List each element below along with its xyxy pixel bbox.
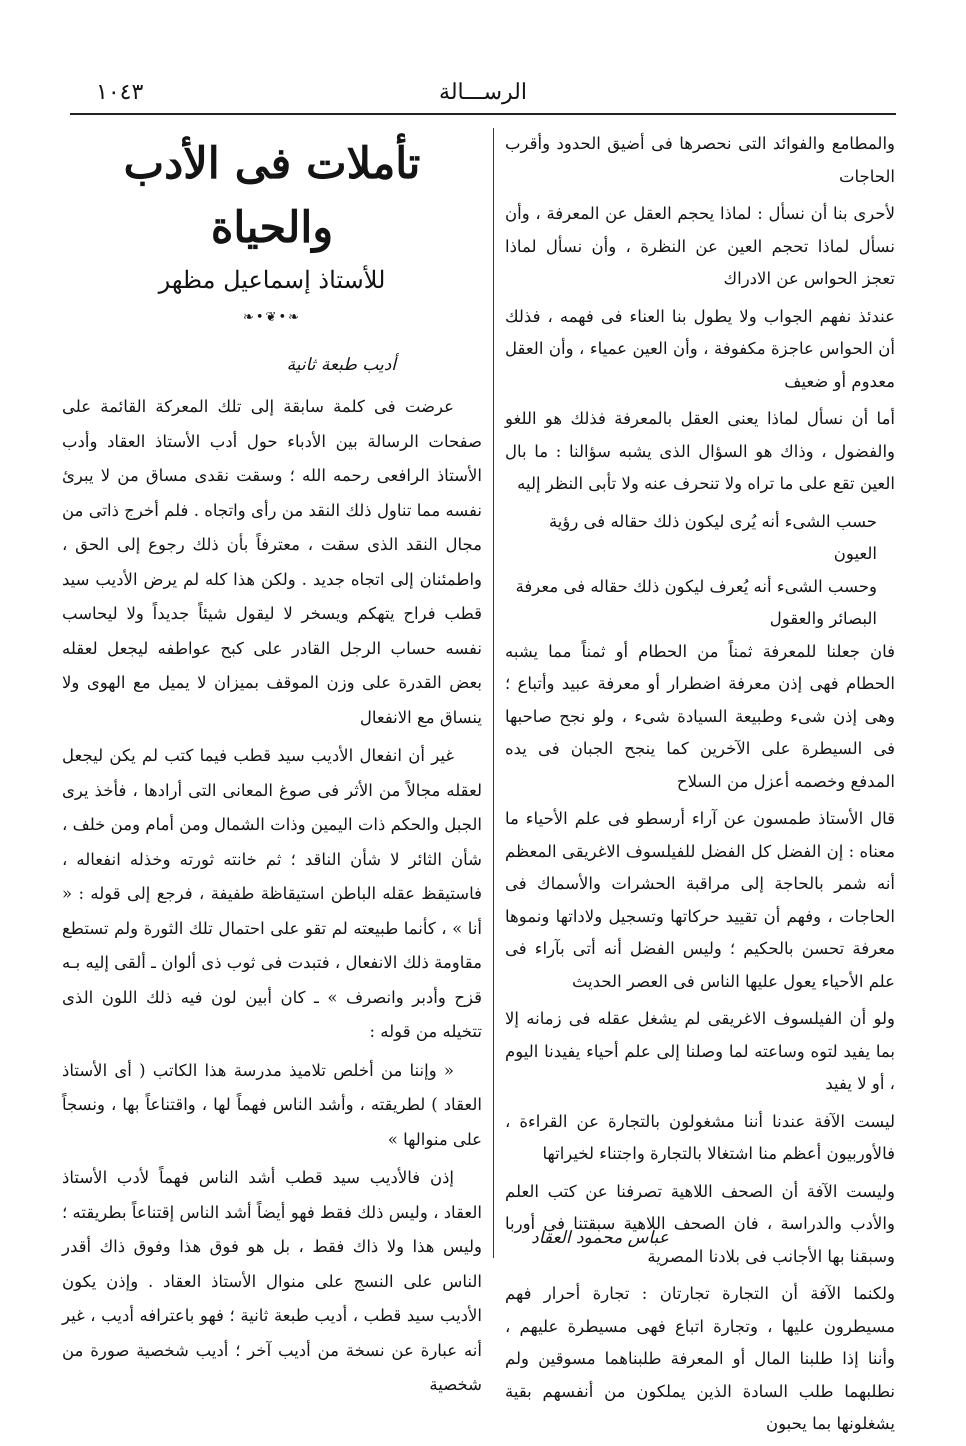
paragraph: قال الأستاذ طمسون عن آراء أرسطو فى علم الأحياء ما معناه : إن الفضل كل الفضل للفيلسوف الاغريقى المعظم أنه شمر بالحاجة إلى مراقبة الحشرات والأسماك فى الحاجات ، وفهم أن تقييد حركاتها وتسجيل ولاداتها ونموها معرفة تحسن بالحكيم ؛ وليس الفضل أنه أتى بآراء فى علم الأحياء يعول عليها الناس فى العصر الحديث bbox=[505, 809, 895, 991]
paragraph: إذن فالأديب سيد قطب أشد الناس فهماً لأدب الأستاذ العقاد ، وليس ذلك فقط فهو أيضاً أشد الناس إقتناعاً بطريقته ؛ وليس هذا ولا ذاك فقط ، بل هو فوق هذا وفوق ذاك أقدر الناس على النسج على منوال الأستاذ العقاد . وإذن يكون الأديب سيد قطب ، أديب طبعة ثانية ؛ فهو باعترافه أديب ، غير أنه عبارة عن نسخة من أديب آخر ؛ أديب شخصية صورة من شخصية bbox=[62, 1168, 482, 1394]
author-signature: عباس محمود العقاد bbox=[531, 1228, 669, 1248]
quotation: « وإننا من أخلص تلاميذ مدرسة هذا الكاتب ( أى الأستاذ العقاد ) لطريقته ، وأشد الناس فهماً لها ، واقتناعاً بها ، ونسجاً على منوالها » bbox=[62, 1060, 482, 1149]
paragraph: عرضت فى كلمة سابقة إلى تلك المعركة القائمة على صفحات الرسالة بين الأدباء حول أدب الأستاذ العقاد وأدب الأستاذ الرافعى رحمه الله ؛ وسقت نقدى مساق من لا يبرئ نفسه مما تناول ذلك النقد من رأى واتجاه . فلم أخرج ذاتى من مجال النقد الذى سقت ، معترفاً بأن ذلك رجوع إلى الحق ، واطمئنان إلى اتجاه جديد . ولكن هذا كله لم يرض الأديب سيد قطب فراح يتهكم ويسخر لا ليقول شيئاً جديداً ولا ليحاسب نفسه حساب الرجل القادر على كبح عواطفه ليجعل لعقله بعض القدرة على وزن الموقف بميزان لا يميل مع الهوى ولا ينساق مع الانفعال bbox=[62, 397, 482, 727]
article-byline: للأستاذ إسماعيل مظهر bbox=[158, 266, 386, 294]
ornament-divider: ❧•❦•❧ bbox=[242, 310, 301, 325]
page-number: ١٠٤٣ bbox=[96, 80, 144, 105]
paragraph: فان جعلنا للمعرفة ثمناً من الحطام أو ثمناً مما يشبه الحطام فهى إذن معرفة اضطرار أو معرفة عبيد وأتباع ؛ وهى إذن شىء وطبيعة السيادة شىء ، ولو نجح صاحبها فى السيطرة على الآخرين كما ينجح الجبان فى يده المدفع وخصمه أعزل من السلاح bbox=[505, 641, 895, 791]
paragraph: عندئذ نفهم الجواب ولا يطول بنا العناء فى فهمه ، فذلك أن الحواس عاجزة مكفوفة ، وأن العين عمياء ، وأن العقل معدوم أو ضعيف bbox=[505, 306, 895, 391]
paragraph: ولكنما الآفة أن التجارة تجارتان : تجارة أحرار فهم مسيطرون عليها ، وتجارة اتباع فهى مسيطرة عليهم ، وأننا إذا طلبنا المال أو المعرفة طلبناهما مسوقين ولم نطلبهما طلب السادة الذين يملكون من أنفسهم بقية يشغلونها بما يحبون bbox=[505, 1284, 895, 1433]
paragraph: وليست الآفة أن الصحف اللاهية تصرفنا عن كتب العلم والأدب والدراسة ، فان الصحف اللاهية سبقتنا فى أوربا وسبقنا بها الأجانب فى بلادنا المصرية bbox=[505, 1181, 895, 1266]
left-column bbox=[62, 128, 482, 1407]
section-subheading: أديب طبعة ثانية bbox=[286, 355, 396, 375]
paragraph: والمطامع والفوائد التى نحصرها فى أضيق الحدود وأقرب الحاجات bbox=[505, 134, 895, 186]
header-rule bbox=[70, 113, 896, 115]
column-divider bbox=[493, 128, 494, 1258]
journal-name: الرســـالة bbox=[439, 80, 527, 105]
paragraph: لأحرى بنا أن نسأل : لماذا يحجم العقل عن المعرفة ، وأن نسأل لماذا تحجم العين عن النظرة ، وأن نسأل لماذا تعجز الحواس عن الادراك bbox=[505, 204, 895, 288]
verse-line: وحسب الشىء أنه يُعرف ليكون ذلك حقاله فى معرفة البصائر والعقول bbox=[515, 576, 877, 628]
paragraph: أما أن نسأل لماذا يعنى العقل بالمعرفة فذلك هو اللغو والفضول ، وذاك هو السؤال الذى يشبه سؤالنا : ما بال العين تقع على ما تراه ولا تنحرف عنه ولا تأبى النظر إليه bbox=[505, 409, 895, 493]
page-header bbox=[70, 78, 896, 112]
article-title: تأملات فى الأدب والحياة bbox=[123, 139, 421, 253]
paragraph: غير أن انفعال الأديب سيد قطب فيما كتب لم يكن ليجعل لعقله مجالاً من الأثر فى صوغ المعانى التى أرادها ، فأخذ يرى الجبل والحكم ذات اليمين وذات الشمال ومن أمام ومن خلف ، شأن الثائر لا شأن الناقد ؛ ثم خانته ثورته وخذله انفعاله ، فاستيقظ عقله الباطن استيقاظة طفيفة ، فرجع إلى قوله : « أنا » ، كأنما طبيعته لم تقو على احتمال تلك الثورة ولم تستطع مقاومة ذلك الانفعال ، فتبدت فى ثوب ذى ألوان ـ ألقى إليه بـه قزح وأدبر وانصرف » ـ كان أبين لون فيه ذلك اللون الذى تتخيله من قوله : bbox=[61, 746, 482, 1041]
verse-line: حسب الشىء أنه يُرى ليكون ذلك حقاله فى رؤية العيون bbox=[548, 511, 877, 563]
paragraph: ليست الآفة عندنا أننا مشغولون بالتجارة عن القراءة ، فالأوربيون أعظم منا اشتغالا بالتجارة واجتناء لخيراتها bbox=[505, 1111, 895, 1163]
paragraph: ولو أن الفيلسوف الاغريقى لم يشغل عقله فى زمانه إلا بما يفيد لتوه وساعته لما وصلنا إلى علم أحياء يفيدنا اليوم ، أو لا يفيد bbox=[505, 1009, 895, 1093]
